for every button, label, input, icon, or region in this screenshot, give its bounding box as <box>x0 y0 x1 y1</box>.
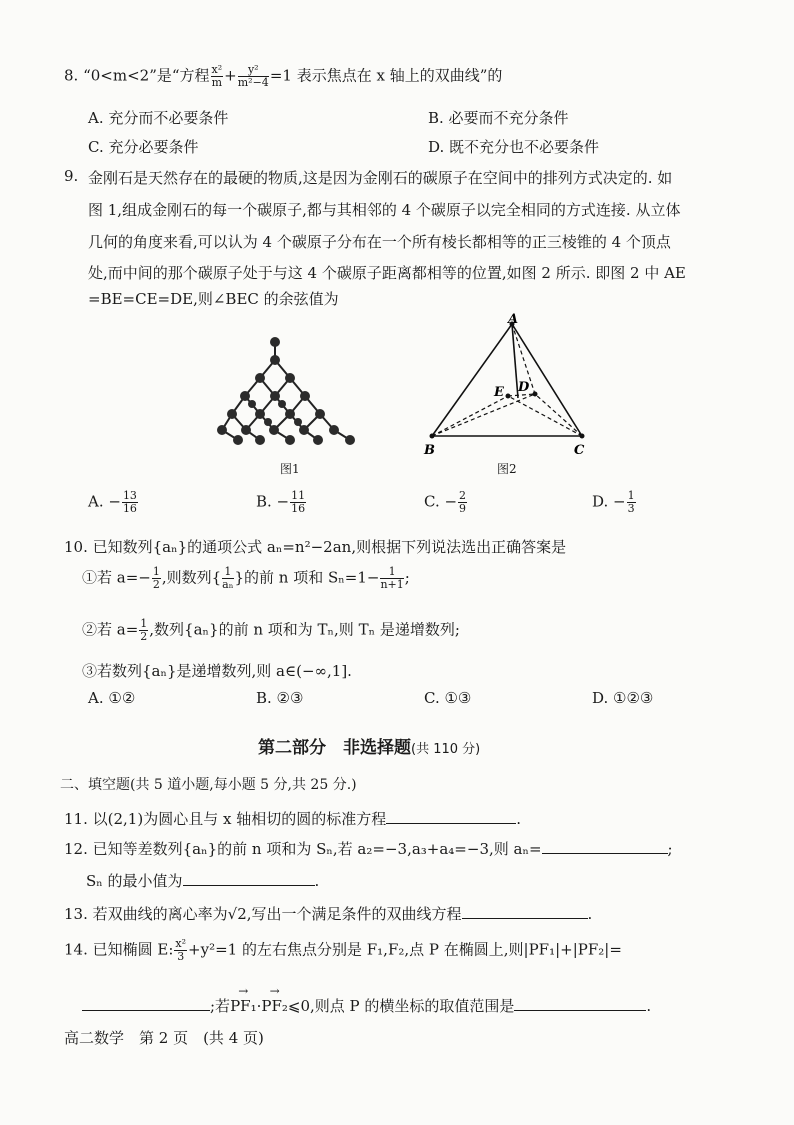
q10-stem <box>64 536 566 557</box>
q8-option-d: D. 既不充分也不必要条件 <box>428 138 600 156</box>
q10-text: 已知数列{aₙ}的通项公式 aₙ=n²−2an,则根据下列说法选出正确答案是 <box>92 538 567 556</box>
q9-line-4: 处,而中间的那个碳原子处于与这 4 个碳原子距离都相等的位置,如图 2 所示. 即图 2 中 AE <box>88 264 686 282</box>
q12-answer-blank-1 <box>542 839 668 854</box>
q10-statement-2: ②若 a= $\frac{1}{2}$ ,数列{aₙ}的前 n 项和为 Tₙ,则 Tₙ 是递增数列; <box>82 617 460 643</box>
q9-number: 9. <box>64 167 79 185</box>
fig2-label-e: E <box>494 385 504 400</box>
q12-answer-blank-2 <box>183 871 315 886</box>
q8-frac1: $\frac{\text{x²}}{m}$ <box>211 63 223 89</box>
q12-line-2: Sₙ 的最小值为 . <box>86 872 320 890</box>
q8-frac2: $\frac{\text{y²}}{\text{m²−4}}$ <box>237 63 269 89</box>
q8-text-b: =1 表示焦点在 x 轴上的双曲线”的 <box>269 66 503 85</box>
part2-heading <box>258 733 480 758</box>
q10-statement-1: ①若 a=− $\frac{1}{2}$ ,则数列{ $\frac{1}{\text{aₙ}}$ }的前 n 项和 Sₙ=1− $\frac{1}{n+1}$ ; <box>82 565 410 591</box>
q8-number: 8. <box>64 66 79 85</box>
q9-option-a: A. − $\frac{13}{16}$ <box>88 489 137 515</box>
q8-option-b: B. 必要而不充分条件 <box>428 109 569 127</box>
q10-option-c: C. ①③ <box>424 689 472 707</box>
q14-line-2: ;若→ PF₁·→ PF₂⩽0,则点 P 的横坐标的取值范围是 . <box>82 995 651 1016</box>
q12-stem: 12. 已知等差数列{aₙ}的前 n 项和为 Sₙ,若 a₂=−3,a₃+a₄=−3,则 aₙ= ; <box>64 840 673 858</box>
q9-option-c: C. − $\frac{2}{9}$ <box>424 489 467 515</box>
q13-stem: 13. 若双曲线的离心率为√2,写出一个满足条件的双曲线方程 . <box>64 905 593 923</box>
q9-option-b: B. − $\frac{11}{16}$ <box>256 489 306 515</box>
part2-score: (共 110 分) <box>411 742 481 757</box>
fig2-label-a: A <box>508 312 519 327</box>
q10-number: 10. <box>64 538 88 556</box>
q10-option-a: A. ①② <box>88 689 136 707</box>
figure-2-tetrahedron <box>420 312 600 462</box>
q9-line-1: 金刚石是天然存在的最硬的物质,这是因为金刚石的碳原子在空间中的排列方式决定的. 如 <box>88 169 673 187</box>
q13-answer-blank <box>462 904 588 919</box>
section2-title: 二、填空题(共 5 道小题,每小题 5 分,共 25 分.) <box>60 777 357 793</box>
fig2-label-d: D <box>518 380 530 395</box>
q8-option-a: A. 充分而不必要条件 <box>88 109 229 127</box>
part2-title: 第二部分 非选择题 <box>258 738 411 758</box>
q10-option-d: D. ①②③ <box>592 689 654 707</box>
q9-line-5: =BE=CE=DE,则∠BEC 的余弦值为 <box>88 290 339 308</box>
q8-option-c: C. 充分必要条件 <box>88 138 199 156</box>
figure-1-diamond-lattice <box>210 330 370 455</box>
q8-stem: 8. “0<m<2”是“方程 $\frac{\text{x²}}{m}$ + $\frac{\text{y²}}{\text{m²−4}}$ =1 表示焦点在 x 轴上的双曲线”的 <box>64 63 503 89</box>
q8-text-a: “0<m<2”是“方程 <box>83 66 210 85</box>
q14-answer-blank-1 <box>82 996 210 1011</box>
q11-stem: 11. 以(2,1)为圆心且与 x 轴相切的圆的标准方程 . <box>64 810 521 828</box>
figure-1-caption: 图1 <box>280 462 300 476</box>
figure-2-caption: 图2 <box>497 462 517 476</box>
q9-option-d: D. − $\frac{1}{3}$ <box>592 489 635 515</box>
q9-line-3: 几何的角度来看,可以认为 4 个碳原子分布在一个所有棱长都相等的正三棱锥的 4 个顶点 <box>88 233 671 251</box>
q11-answer-blank <box>386 809 516 824</box>
q10-option-b: B. ②③ <box>256 689 304 707</box>
fig2-label-c: C <box>574 443 585 458</box>
page-footer: 高二数学 第 2 页 (共 4 页) <box>64 1029 264 1047</box>
q14-answer-blank-2 <box>514 996 646 1011</box>
fig2-label-b: B <box>424 443 435 458</box>
q9-line-2: 图 1,组成金刚石的每一个碳原子,都与其相邻的 4 个碳原子以完全相同的方式连接. 从立体 <box>88 201 681 219</box>
q10-statement-3: ③若数列{aₙ}是递增数列,则 a∈(−∞,1]. <box>82 662 352 680</box>
q14-stem: 14. 已知椭圆 E: $\frac{\text{x²}}{3}$ +y²=1 的左右焦点分别是 F₁,F₂,点 P 在椭圆上,则|PF₁|+|PF₂|= <box>64 937 622 963</box>
